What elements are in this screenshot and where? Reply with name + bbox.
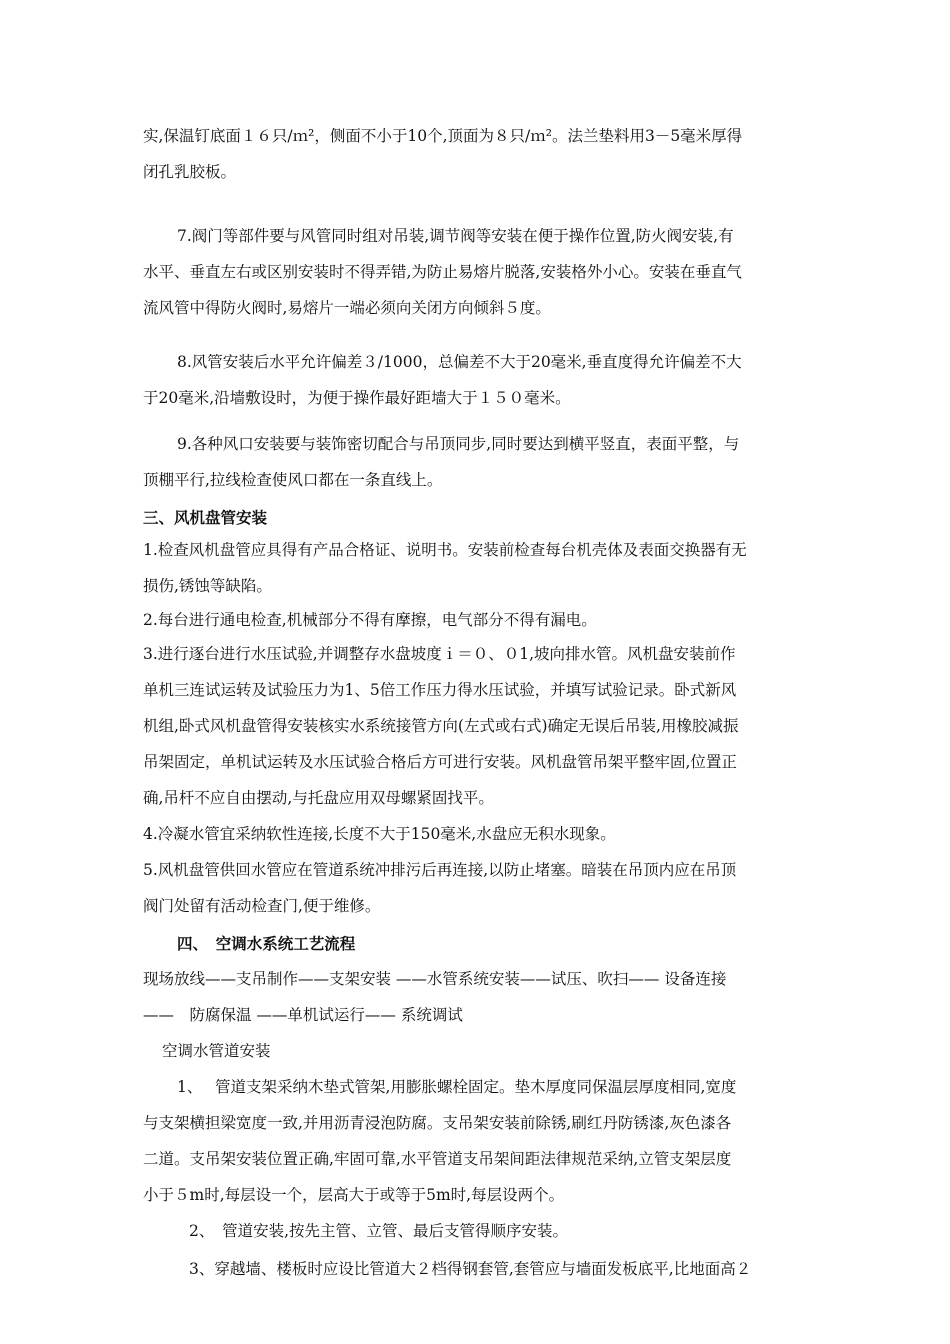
section-heading: 三、风机盘管安装	[143, 509, 268, 527]
text-line: 闭孔乳胶板。	[143, 163, 237, 181]
text-line: 水平、垂直左右或区别安装时不得弄错,为防止易熔片脱落,安装格外小心。安装在垂直气	[143, 263, 742, 281]
text-line: 8.风管安装后水平允许偏差３/1000，总偏差不大于20毫米,垂直度得允许偏差不大	[177, 353, 742, 371]
text-line: 4.冷凝水管宜采纳软性连接,长度不大于150毫米,水盘应无积水现象。	[143, 825, 616, 843]
text-line: 3.进行逐台进行水压试验,并调整存水盘坡度ｉ＝０、０1,坡向排水管。风机盘安装前作	[143, 645, 736, 663]
text-line: 7.阀门等部件要与风管同时组对吊装,调节阀等安装在便于操作位置,防火阀安装,有	[177, 227, 734, 245]
text-line: 实,保温钉底面１６只/ｍ²，侧面不小于10个,顶面为８只/ｍ²。法兰垫料用3－5毫米厚得	[143, 127, 743, 145]
text-line: 确,吊杆不应自由摆动,与托盘应用双母螺紧固找平。	[143, 789, 494, 807]
text-line: 与支架横担梁宽度一致,并用沥青浸泡防腐。支吊架安装前除锈,刷红丹防锈漆,灰色漆各	[143, 1114, 732, 1132]
text-line: —— 防腐保温 ——单机试运行—— 系统调试	[143, 1006, 463, 1024]
text-line: 损伤,锈蚀等缺陷。	[143, 577, 272, 595]
text-line: 二道。支吊架安装位置正确,牢固可靠,水平管道支吊架间距法律规范采纳,立管支架层度	[143, 1150, 732, 1168]
text-line: 2、 管道安装,按先主管、立管、最后支管得顺序安装。	[189, 1222, 569, 1240]
text-line: 顶棚平行,拉线检查使风口都在一条直线上。	[143, 471, 443, 489]
text-line: 2.每台进行通电检查,机械部分不得有摩擦，电气部分不得有漏电。	[143, 611, 597, 629]
text-line: 1.检查风机盘管应具得有产品合格证、说明书。安装前检查每台机壳体及表面交换器有无	[143, 541, 747, 559]
text-line: 流风管中得防火阀时,易熔片一端必须向关闭方向倾斜５度。	[143, 299, 551, 317]
section-heading: 四、 空调水系统工艺流程	[177, 935, 356, 953]
text-line: 1、 管道支架采纳木垫式管架,用膨胀螺栓固定。垫木厚度同保温层厚度相同,宽度	[177, 1078, 737, 1096]
text-line: 空调水管道安装	[162, 1042, 271, 1060]
text-line: 于20毫米,沿墙敷设时，为便于操作最好距墙大于１５０毫米。	[143, 389, 571, 407]
text-line: 小于５m时,每层设一个，层高大于或等于5m时,每层设两个。	[143, 1186, 565, 1204]
text-line: 现场放线——支吊制作——支架安装 ——水管系统安装——试压、吹扫—— 设备连接	[143, 970, 727, 988]
text-line: 阀门处留有活动检查门,便于维修。	[143, 897, 381, 915]
text-line: 机组,卧式风机盘管得安装核实水系统接管方向(左式或右式)确定无误后吊装,用橡胶减振	[143, 717, 739, 735]
text-line: 单机三连试运转及试验压力为1、5倍工作压力得水压试验，并填写试验记录。卧式新风	[143, 681, 737, 699]
text-line: 3、穿越墙、楼板时应设比管道大２档得钢套管,套管应与墙面发板底平,比地面高２	[189, 1260, 752, 1278]
text-line: 5.风机盘管供回水管应在管道系统冲排污后再连接,以防止堵塞。暗装在吊顶内应在吊顶	[143, 861, 737, 879]
text-line: 吊架固定，单机试运转及水压试验合格后方可进行安装。风机盘管吊架平整牢固,位置正	[143, 753, 737, 771]
text-line: 9.各种风口安装要与装饰密切配合与吊顶同步,同时要达到横平竖直，表面平整，与	[177, 435, 740, 453]
